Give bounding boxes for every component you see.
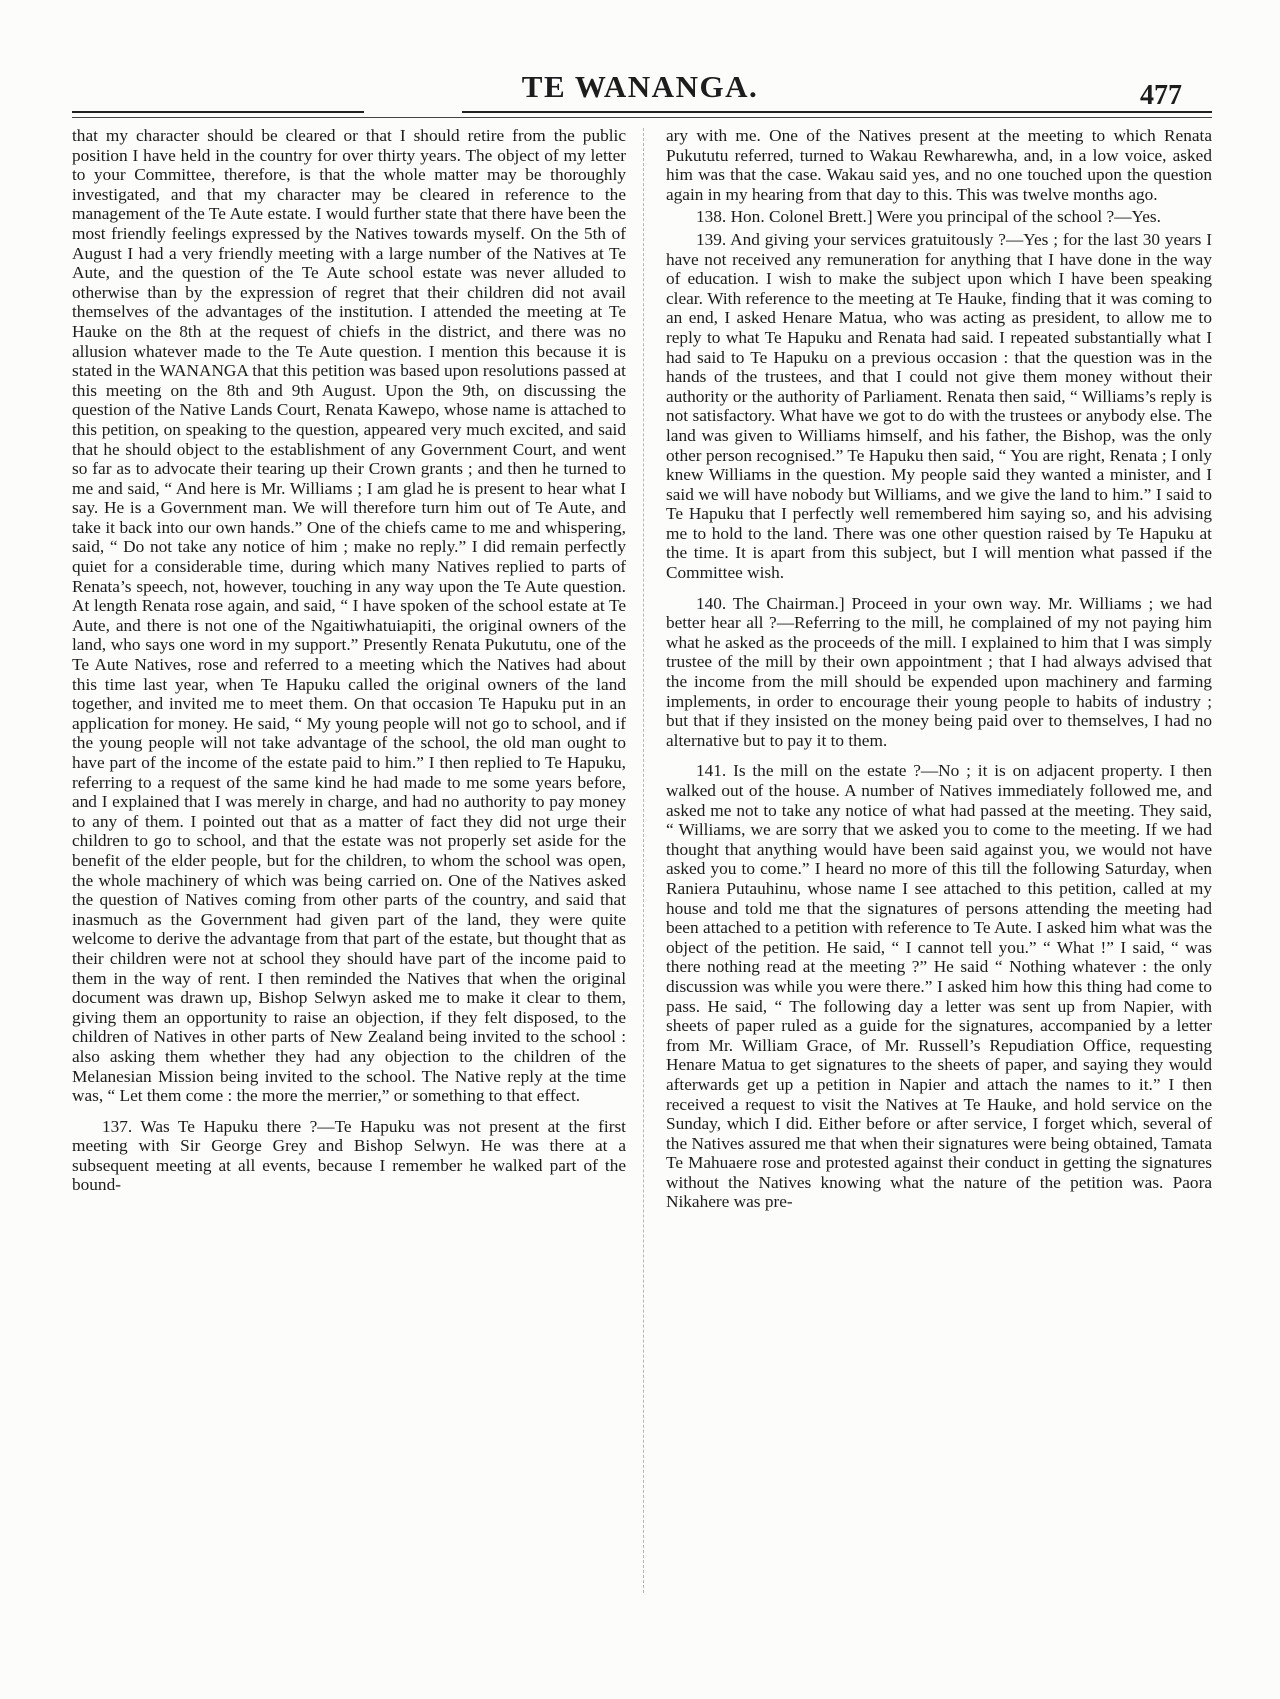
right-paragraph-140: 140. The Chairman.] Proceed in your own way. Mr. Williams ; we had better hear all ?—Referring to the mill, he complained of my not paying him what he asked as the proceeds of the mill. I explained to him that I was simply trustee of the mill by their own appointment ; that I had always advised that the income from the mill should be expended upon machinery and farming implements, in order to encourage their young people to habits of industry ; but that if they insisted on the money being paid over to themselves, I had no alternative but to pay it to them. bbox=[666, 593, 1212, 750]
running-title: TE WANANGA. bbox=[521, 69, 759, 104]
header-rule-thin bbox=[72, 117, 1212, 118]
header-rule-left bbox=[72, 111, 364, 113]
header-rule-right bbox=[462, 111, 1212, 113]
page-number: 477 bbox=[1140, 80, 1182, 111]
right-paragraph-139: 139. And giving your services gratuitously ?—Yes ; for the last 30 years I have not received any remuneration for anything that I have done in the way of education. I wish to make the subject upon which I have been speaking clear. With reference to the meeting at Te Hauke, finding that it was coming to an end, I asked Henare Matua, who was acting as president, to allow me to reply to what Te Hapuku and Renata had said. I repeated substantially what I had said to Te Hapuku on a previous occasion : that the question was in the hands of the trustees, and that I could not give them money without their authority or the authority of Parliament. Renata then said, “ Williams’s reply is not satisfactory. What have we got to do with the trustees or anybody else. The land was given to Williams himself, and his father, the Bishop, was the only other person recognised.” Te Hapuku then said, “ You are right, Renata ; I only knew Williams in the question. My people said they wanted a minister, and I said we will have nobody but Williams, and we give the land to him.” I said to Te Hapuku that I perfectly well remembered him saying so, and his advising me to hold to the land. There was one other question raised by Te Hapuku at the time. It is apart from this subject, but I will mention what passed if the Committee wish. bbox=[666, 229, 1212, 583]
right-paragraph-138: 138. Hon. Colonel Brett.] Were you principal of the school ?—Yes. bbox=[696, 207, 1161, 227]
left-column bbox=[72, 126, 626, 1195]
right-column bbox=[666, 126, 1212, 1212]
right-paragraph-141: 141. Is the mill on the estate ?—No ; it is on adjacent property. I then walked out of the house. A number of Natives immediately followed me, and asked me not to take any notice of what had passed at the meeting. They said, “ Williams, we are sorry that we asked you to come to the meeting. If we had thought that anything would have been said against you, we would not have asked you to come.” I heard no more of this till the following Saturday, when Raniera Putauhinu, whose name I see attached to this petition, called at my house and told me that the signatures of persons attending the meeting had been attached to a petition with reference to Te Aute. I asked him what was the object of the petition. He said, “ I cannot tell you.” “ What !” I said, “ was there nothing read at the meeting ?” He said “ Nothing whatever : the only discussion was while you were there.” I asked him how this thing had come to pass. He said, “ The following day a letter was sent up from Napier, with sheets of paper ruled as a guide for the signatures, accompanied by a letter from Mr. William Grace, of Mr. Russell’s Repudiation Office, requesting Henare Matua to get signatures to the sheets of paper, and saying they would afterwards get up a petition in Napier and attach the names to it.” I then received a request to visit the Natives at Te Hauke, and hold service on the Sunday, which I did. Either before or after service, I forget which, several of the Natives assured me that when their signatures were being obtained, Tamata Te Mahuaere rose and protested against their conduct in getting the signatures without the Natives knowing what the nature of the petition was. Paora Nikahere was pre- bbox=[666, 761, 1212, 1212]
left-paragraph-137: 137. Was Te Hapuku there ?—Te Hapuku was not present at the first meeting with Sir George Grey and Bishop Selwyn. He was there at a subsequent meeting at all events, because I remember he walked part of the bound- bbox=[72, 1116, 626, 1195]
right-paragraph-continued: ary with me. One of the Natives present at the meeting to which Renata Pukututu referred, turned to Wakau Rewharewha, and, in a low voice, asked him was that the case. Wakau said yes, and no one touched upon the question again in my hearing from that day to this. This was twelve months ago. bbox=[666, 126, 1212, 204]
column-divider bbox=[643, 128, 644, 1593]
left-paragraph-continued: that my character should be cleared or that I should retire from the public position I have held in the country for over thirty years. The object of my letter to your Committee, therefore, is that the whole matter may be thoroughly investigated, and that my character may be cleared in reference to the management of the Te Aute estate. I would further state that there have been the most friendly feelings expressed by the Natives towards myself. On the 5th of August I had a very friendly meeting with a large number of the Natives at Te Aute, and the question of the Te Aute school estate was never alluded to otherwise than by the expression of regret that their children did not avail themselves of the advantages of the institution. I attended the meeting at Te Hauke on the 8th at the request of chiefs in the district, and there was no allusion whatever made to the Te Aute question. I mention this because it is stated in the WANANGA that this petition was based upon resolutions passed at this meeting on the 8th and 9th August. Upon the 9th, on discussing the question of the Native Lands Court, Renata Kawepo, whose name is attached to this petition, on speaking to the question, appeared very much excited, and said that he should object to the establishment of any Government Court, and went so far as to advocate their tearing up their Crown grants ; and then he turned to me and said, “ And here is Mr. Williams ; I am glad he is present to hear what I say. He is a Government man. We will therefore turn him out of Te Aute, and take it back into our own hands.” One of the chiefs came to me and whispering, said, “ Do not take any notice of him ; make no reply.” I did remain perfectly quiet for a considerable time, during which many Natives replied to parts of Renata’s speech, not, however, touching in any way upon the Te Aute question. At length Renata rose again, and said, “ I have spoken of the school estate at Te Aute, and there is not one of the Ngaitiwhatuiapiti, the original owners of the land, who says one word in my support.” Presently Renata Pukututu, one of the Te Aute Natives, rose and referred to a meeting which the Natives had about this time last year, when Te Hapuku called the original owners of the land together, and invited me to meet them. On that occasion Te Hapuku put in an application for money. He said, “ My young people will not go to school, and if the young people will not take advantage of the school, the old man ought to have part of the income of the estate paid to him.” I then replied to Te Hapuku, referring to a request of the same kind he had made to me some years before, and I explained that I was merely in charge, and had no authority to pay money to any of them. I pointed out that as a matter of fact they did not urge their children to go to school, and that the estate was not properly set aside for the benefit of the elder people, but for the children, to whom the school was open, the whole machinery of which was being carried on. One of the Natives asked the question of Natives coming from other parts of the country, and said that inasmuch as the Government had given part of the land, they were quite welcome to derive the advantage from that part of the estate, but thought that as their children were not at school they should have part of the income paid to them in the way of rent. I then reminded the Natives that when the original document was drawn up, Bishop Selwyn asked me to make it clear to them, giving them an opportunity to raise an objection, if they felt disposed, to the children of Natives in other parts of New Zealand being invited to the school : also asking them whether they had any objection to the children of the Melanesian Mission being invited to the school. The Native reply at the time was, “ Let them come : the more the merrier,” or something to that effect. bbox=[72, 126, 626, 1106]
